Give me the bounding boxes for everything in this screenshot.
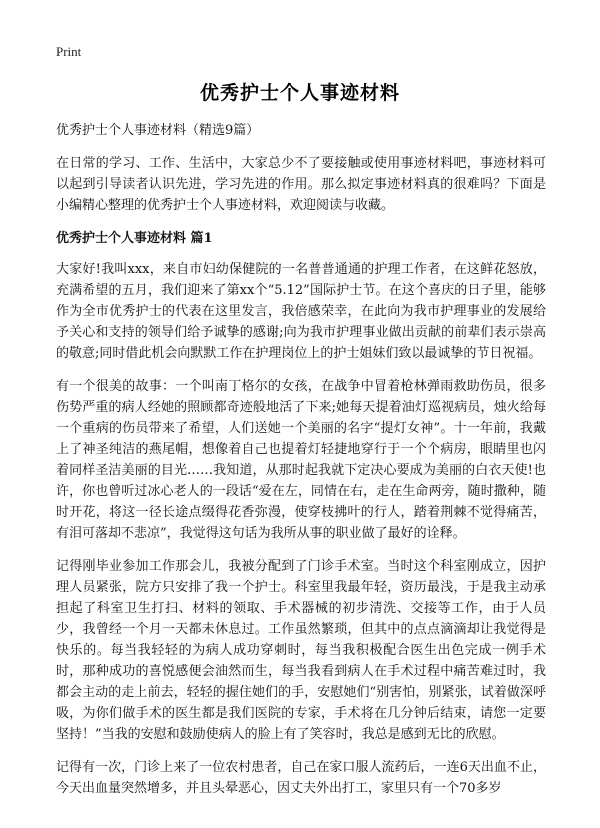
body-paragraph: 记得有一次，门诊上来了一位农村患者，自己在家口服人流药后，一连6天出血不止，今天出血量突然增多，并且头晕恶心，因丈夫外出打工，家里只有一个70多岁 (56, 760, 546, 796)
print-label[interactable]: Print (56, 44, 82, 59)
page-title: 优秀护士个人事迹材料 (199, 82, 400, 104)
intro-paragraph: 在日常的学习、工作、生活中，大家总少不了要接触或使用事迹材料吧，事迹材料可以起到引导读者认识先进，学习先进的作用。那么拟定事迹材料真的很难吗？下面是小编精心整理的优秀护士个人事迹材料，欢迎阅读与收藏。 (56, 156, 546, 213)
document-body (56, 120, 546, 811)
body-paragraph: 记得刚毕业参加工作那会儿，我被分配到了门诊手术室。当时这个科室刚成立，因护理人员紧张，院方只安排了我一个护士。科室里我最年轻，资历最浅，于是我主动承担起了科室卫生打扫、材料的领取、手术器械的初步清洗、交接等工作，由于人员少，我曾经一个月一天都未休息过。工作虽然繁琐，但其中的点点滴滴却让我觉得是快乐的。每当我轻轻的为病人成功穿刺时，每当我积极配合医生出色完成一例手术时，那种成功的喜悦感便会油然而生，每当我看到病人在手术过程中痛苦难过时，我都会主动的走上前去，轻轻的握住她们的手，安慰她们“别害怕，别紧张，试着做深呼吸，为你们做手术的医生都是我们医院的专家，手术将在几分钟后结束，请您一定要坚持！”当我的安慰和鼓励使病人的脸上有了笑容时，我总是感到无比的欣慰。 (56, 559, 546, 742)
document-subtitle: 优秀护士个人事迹材料（精选9篇） (56, 123, 260, 138)
body-paragraph: 大家好!我叫xxx，来自市妇幼保健院的一名普普通通的护理工作者，在这鲜花怒放，充满希望的五月，我们迎来了第xx个“5.12”国际护士节。在这个喜庆的日子里，能够作为全市优秀护士的代表在这里发言，我倍感荣幸，在此向为我市护理事业的发展给予关心和支持的领导们给予诚挚的感谢;向为我市护理事业做出贡献的前辈们表示崇高的敬意;同时借此机会向默默工作在护理岗位上的护士姐妹们致以最诚挚的节日祝福。 (56, 262, 546, 361)
body-paragraph: 有一个很美的故事：一个叫南丁格尔的女孩，在战争中冒着枪林弹雨救助伤员，很多伤势严重的病人经她的照顾都奇迹般地活了下来;她每天提着油灯巡视病员，烛火给每一个重病的伤员带来了希望，人们送她一个美丽的名字“提灯女神”。十一年前，我戴上了神圣纯洁的燕尾帽，想像着自己也提着灯轻捷地穿行于一个个病房，眼睛里也闪着同样圣洁美丽的目光……我知道，从那时起我就下定决心要成为美丽的白衣天使!也许，你也曾听过冰心老人的一段话“爱在左，同情在右，走在生命两旁，随时撒种，随时开花，将这一径长途点缀得花香弥漫，使穿枝拂叶的行人，踏着荆棘不觉得痛苦，有泪可落却不悲凉”，我觉得这句话为我所从事的职业做了最好的诠释。 (56, 379, 546, 541)
section-heading: 优秀护士个人事迹材料 篇1 (56, 231, 213, 246)
